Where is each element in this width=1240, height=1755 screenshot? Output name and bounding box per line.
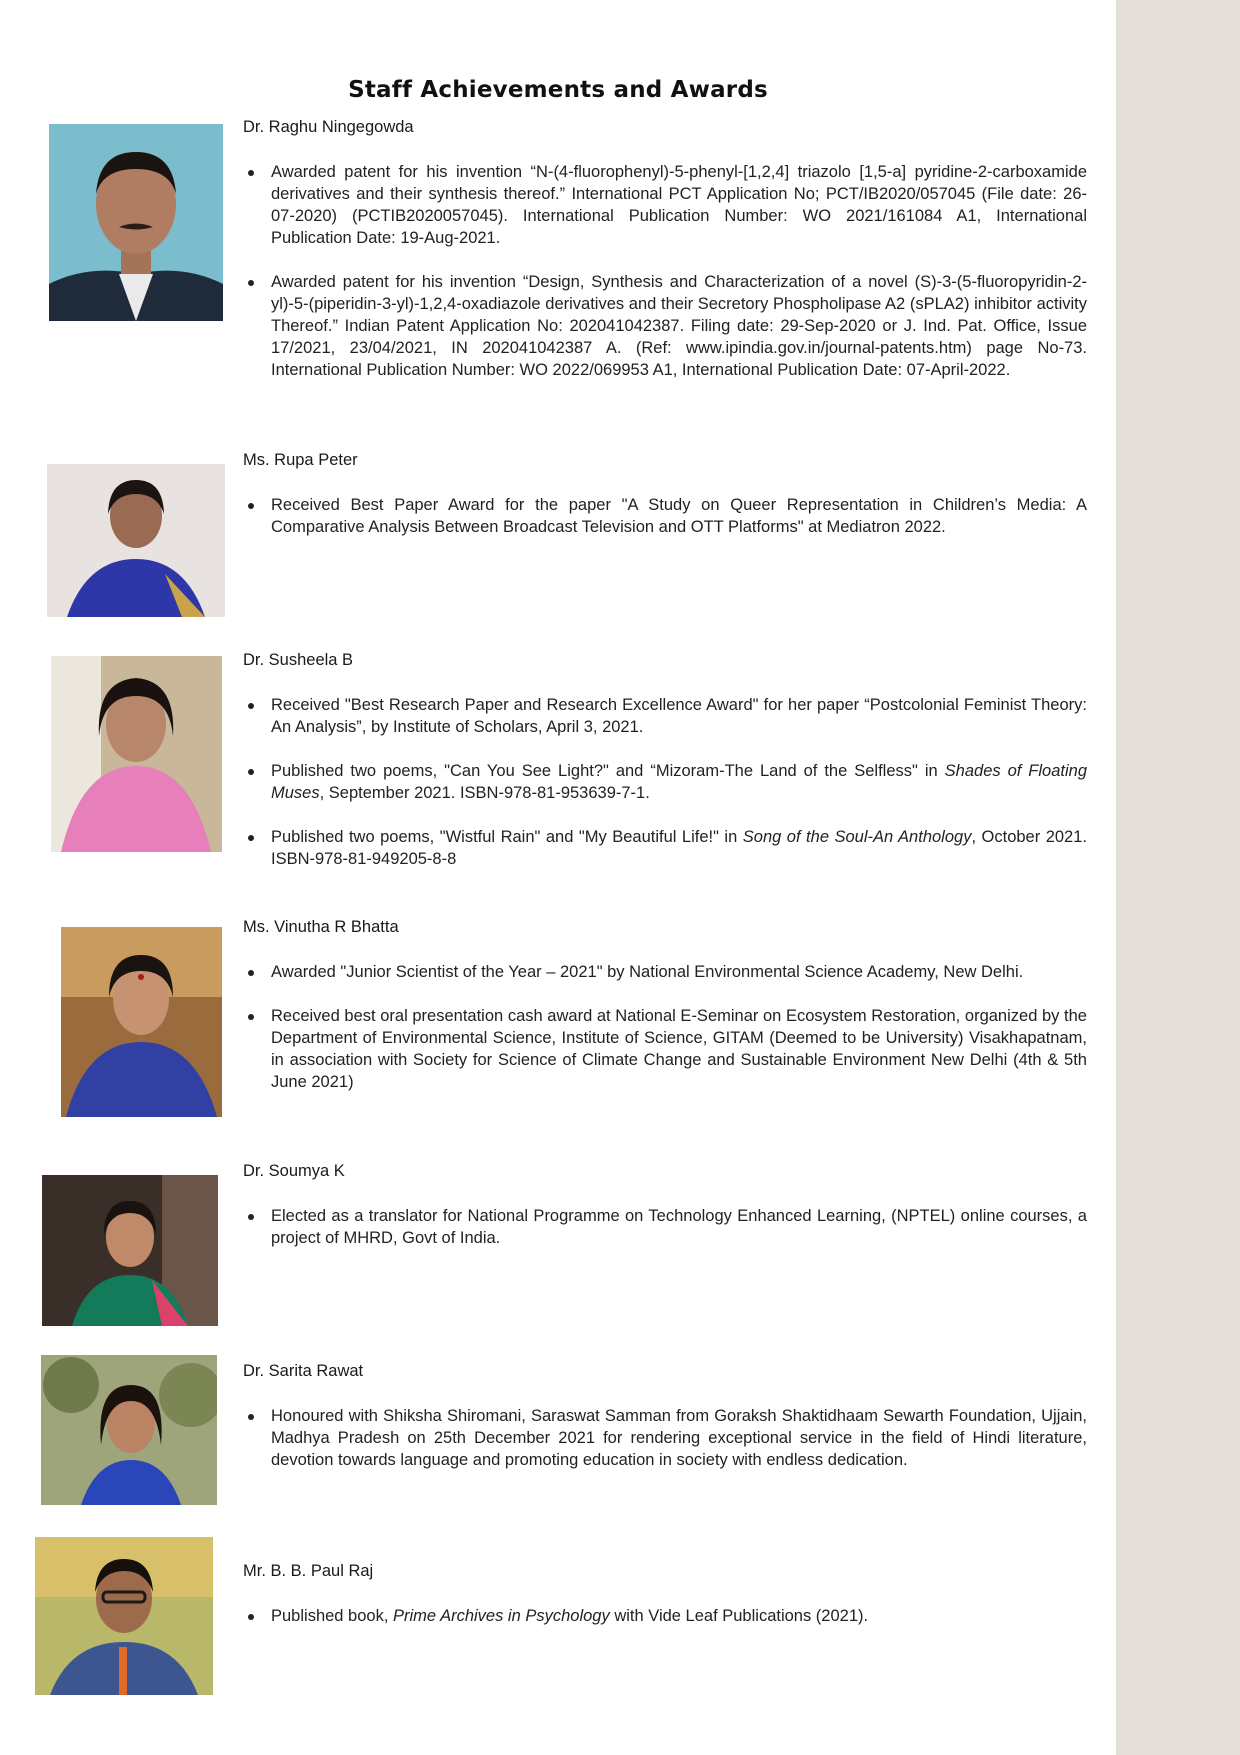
item-text: Published book, xyxy=(271,1607,394,1625)
achievement-item: Received Best Paper Award for the paper "A Study on Queer Representation in Children’s Media: A Comparative Analysis Between Broadcast Television and OTT Platforms" at Mediatron 2022. xyxy=(243,494,1087,538)
staff-name: Dr. Raghu Ningegowda xyxy=(243,118,414,136)
staff-photo xyxy=(47,464,225,617)
staff-name: Mr. B. B. Paul Raj xyxy=(243,1562,374,1580)
achievement-item xyxy=(243,1605,1087,1627)
achievement-item: Honoured with Shiksha Shiromani, Saraswat Samman from Goraksh Shaktidhaam Sewarth Foundation, Ujjain, Madhya Pradesh on 25th December 2021 for rendering exceptional service in the field of Hindi literature, devotion towards language and promoting education in society with endless dedication. xyxy=(243,1405,1087,1471)
achievement-item xyxy=(243,760,1087,804)
achievement-item: Awarded patent for his invention “N-(4-fluorophenyl)-5-phenyl-[1,2,4] triazolo [1,5-a] pyridine-2-carboxamide derivatives and their synthesis thereof.” International PCT Application No; PCT/IB2020/057045 (File date: 26-07-2020) (PCTIB2020057045). International Publication Number: WO 2021/161084 A1, International Publication Date: 19-Aug-2021. xyxy=(243,161,1087,249)
staff-photo xyxy=(61,927,222,1117)
item-text: Published two poems, "Can You See Light?" and “Mizoram-The Land of the Selfless" in xyxy=(271,762,945,780)
staff-photo xyxy=(49,124,223,321)
publication-title: Shades of Floating Muses xyxy=(271,762,1088,802)
achievement-list xyxy=(243,1205,1087,1249)
portrait-illustration xyxy=(49,124,223,321)
achievement-item: Awarded patent for his invention “Design, Synthesis and Characterization of a novel (S)-3-(5-fluoropyridin-2-yl)-5-(piperidin-3-yl)-1,2,4-oxadiazole derivatives and their Secretory Phospholipase A2 (sPLA2) inhibitor activity Thereof.” Indian Patent Application No: 202041042387. Filing date: 29-Sep-2020 or J. Ind. Pat. Office, Issue 17/2021, 23/04/2021, IN 202041042387 A. (Ref: www.ipindia.gov.in/journal-patents.htm) page No-73. International Publication Number: WO 2022/069953 A1, International Publication Date: 07-April-2022. xyxy=(243,271,1087,381)
staff-photo xyxy=(35,1537,213,1695)
achievement-list xyxy=(243,1605,1087,1627)
achievement-item: Received "Best Research Paper and Research Excellence Award" for her paper “Postcolonial Feminist Theory: An Analysis”, by Institute of Scholars, April 3, 2021. xyxy=(243,694,1087,738)
achievement-list xyxy=(243,1405,1087,1471)
staff-photo xyxy=(51,656,222,852)
achievement-list xyxy=(243,161,1087,381)
publication-title: Prime Archives in Psychology xyxy=(393,1607,610,1625)
achievement-list xyxy=(243,694,1087,870)
achievement-item xyxy=(243,826,1087,870)
portrait-illustration xyxy=(47,464,225,617)
achievement-item: Received best oral presentation cash award at National E-Seminar on Ecosystem Restoration, organized by the Department of Environmental Science, Institute of Science, GITAM (Deemed to be University) Visakhapatnam, in association with Society for Science of Climate Change and Sustainable Environment New Delhi (4th & 5th June 2021) xyxy=(243,1005,1087,1093)
staff-name: Dr. Soumya K xyxy=(243,1162,345,1180)
staff-photo xyxy=(41,1355,217,1505)
item-text: , September 2021. ISBN-978-81-953639-7-1. xyxy=(319,784,650,802)
portrait-illustration xyxy=(41,1355,217,1505)
achievement-item: Elected as a translator for National Programme on Technology Enhanced Learning, (NPTEL) online courses, a project of MHRD, Govt of India. xyxy=(243,1205,1087,1249)
achievement-item: Awarded "Junior Scientist of the Year – 2021" by National Environmental Science Academy, New Delhi. xyxy=(243,961,1087,983)
page-title: Staff Achievements and Awards xyxy=(348,77,768,104)
staff-name: Ms. Vinutha R Bhatta xyxy=(243,918,399,936)
portrait-illustration xyxy=(61,927,222,1117)
publication-title: Song of the Soul-An Anthology xyxy=(742,828,972,846)
achievement-list xyxy=(243,961,1087,1093)
portrait-illustration xyxy=(42,1175,218,1326)
item-text: with Vide Leaf Publications (2021). xyxy=(609,1607,869,1625)
portrait-illustration xyxy=(51,656,222,852)
staff-name: Dr. Sarita Rawat xyxy=(243,1362,364,1380)
portrait-illustration xyxy=(35,1537,213,1695)
decorative-side-band xyxy=(1116,0,1240,1755)
item-text: Published two poems, "Wistful Rain" and "My Beautiful Life!" in xyxy=(271,828,743,846)
staff-name: Dr. Susheela B xyxy=(243,651,354,669)
achievement-list xyxy=(243,494,1087,538)
staff-name: Ms. Rupa Peter xyxy=(243,451,358,469)
item-text: , October 2021. ISBN-978-81-949205-8-8 xyxy=(271,828,1087,868)
staff-photo xyxy=(42,1175,218,1326)
